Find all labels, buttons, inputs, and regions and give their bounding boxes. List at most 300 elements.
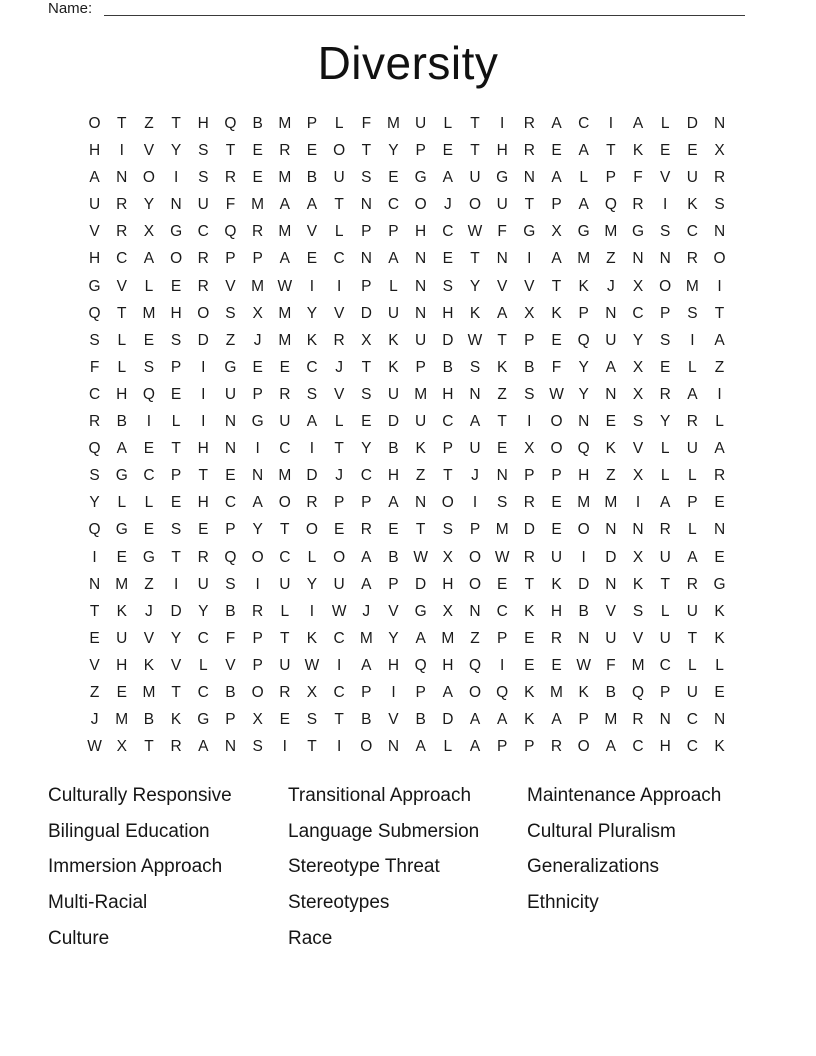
grid-letter: E — [714, 494, 725, 512]
grid-letter: W — [467, 223, 483, 241]
grid-letter: E — [551, 331, 562, 349]
grid-letter: P — [524, 331, 535, 349]
grid-letter: U — [279, 656, 291, 674]
grid-letter: L — [660, 602, 670, 620]
grid-letter: A — [605, 358, 617, 376]
grid-row — [81, 354, 733, 381]
grid-letter: E — [496, 575, 508, 593]
grid-letter: Q — [496, 683, 509, 701]
grid-letter: H — [197, 115, 209, 132]
grid-letter: H — [197, 494, 209, 512]
grid-letter: N — [659, 250, 671, 268]
grid-letter: A — [469, 413, 481, 431]
word-list-item: Race — [288, 927, 333, 949]
grid-letter: V — [605, 602, 617, 620]
grid-letter: I — [717, 385, 722, 403]
grid-letter: H — [442, 656, 454, 674]
grid-letter: I — [146, 413, 152, 431]
grid-letter: S — [89, 467, 100, 485]
grid-letter: P — [415, 358, 426, 376]
grid-letter: E — [279, 711, 290, 729]
grid-row — [81, 327, 733, 354]
grid-row — [81, 625, 733, 652]
grid-letter: P — [660, 683, 671, 701]
grid-letter: G — [170, 223, 183, 241]
grid-row — [81, 218, 733, 245]
grid-letter: M — [685, 277, 699, 295]
grid-letter: Q — [224, 115, 237, 132]
grid-letter: U — [686, 683, 698, 701]
grid-letter: Q — [224, 223, 237, 241]
grid-letter: A — [578, 142, 589, 160]
grid-letter: U — [550, 548, 563, 566]
grid-letter: X — [442, 548, 453, 566]
grid-letter: Y — [578, 385, 589, 403]
grid-letter: J — [335, 358, 343, 376]
grid-letter: R — [713, 467, 726, 485]
grid-letter: Z — [225, 331, 236, 349]
grid-letter: J — [606, 277, 615, 295]
grid-letter: P — [469, 521, 481, 539]
grid-letter: B — [415, 711, 426, 729]
grid-letter: U — [415, 115, 427, 132]
grid-letter: Y — [388, 629, 399, 647]
grid-letter: V — [388, 602, 399, 620]
grid-letter: A — [89, 169, 100, 187]
grid-letter: X — [714, 142, 725, 160]
grid-letter: R — [279, 683, 291, 701]
grid-letter: A — [469, 711, 481, 729]
grid-letter: Y — [198, 602, 209, 620]
grid-letter: O — [550, 440, 563, 458]
grid-letter: W — [277, 277, 293, 295]
grid-letter: S — [361, 169, 372, 187]
grid-letter: P — [660, 304, 671, 322]
grid-letter: T — [117, 115, 127, 132]
grid-letter: C — [333, 629, 345, 647]
grid-letter: Z — [714, 358, 725, 376]
grid-letter: C — [333, 250, 345, 268]
grid-letter: R — [116, 196, 128, 214]
grid-letter: C — [224, 494, 237, 512]
grid-letter: D — [360, 304, 372, 322]
grid-letter: V — [333, 385, 345, 403]
grid-letter: W — [331, 602, 347, 620]
grid-letter: E — [524, 656, 535, 674]
grid-letter: E — [143, 440, 155, 458]
grid-letter: A — [306, 196, 318, 214]
grid-letter: A — [605, 738, 617, 756]
grid-letter: G — [414, 169, 427, 187]
grid-letter: C — [333, 683, 345, 701]
grid-letter: H — [116, 656, 128, 674]
grid-letter: I — [309, 602, 315, 620]
grid-letter: T — [144, 738, 154, 756]
grid-letter: E — [225, 467, 236, 485]
grid-letter: L — [117, 331, 127, 349]
grid-letter: K — [469, 304, 481, 322]
grid-letter: R — [252, 223, 264, 241]
grid-letter: C — [387, 196, 400, 214]
grid-letter: U — [469, 169, 481, 187]
grid-letter: C — [279, 440, 291, 458]
grid-letter: K — [306, 629, 318, 647]
grid-letter: A — [469, 738, 481, 756]
grid-letter: E — [388, 521, 399, 539]
grid-letter: T — [171, 683, 181, 701]
grid-letter: I — [119, 142, 124, 160]
grid-letter: C — [88, 385, 101, 403]
grid-letter: Q — [468, 656, 482, 674]
word-list-item: Cultural Pluralism — [527, 820, 676, 842]
grid-letter: T — [171, 548, 181, 566]
grid-letter: O — [468, 548, 482, 566]
grid-letter: P — [415, 683, 426, 701]
grid-letter: U — [279, 413, 291, 431]
grid-letter: K — [714, 629, 725, 647]
grid-letter: Q — [577, 440, 590, 458]
grid-letter: U — [686, 602, 698, 620]
grid-letter: E — [170, 277, 182, 295]
grid-letter: L — [144, 494, 154, 512]
grid-letter: P — [361, 683, 372, 701]
grid-letter: E — [116, 683, 127, 701]
grid-letter: U — [333, 575, 345, 593]
grid-letter: X — [116, 738, 127, 756]
grid-letter: U — [659, 629, 671, 647]
grid-letter: E — [687, 142, 698, 160]
grid-letter: E — [714, 548, 725, 566]
grid-letter: L — [144, 277, 154, 295]
grid-letter: W — [304, 656, 320, 674]
grid-letter: P — [388, 575, 399, 593]
grid-letter: I — [201, 385, 206, 403]
grid-letter: V — [89, 656, 100, 674]
grid-letter: M — [604, 711, 618, 729]
grid-letter: E — [714, 683, 725, 701]
grid-letter: H — [550, 602, 563, 620]
grid-letter: N — [496, 250, 508, 268]
grid-letter: N — [578, 629, 590, 647]
grid-letter: M — [604, 223, 618, 241]
grid-letter: M — [441, 629, 455, 647]
grid-letter: A — [361, 548, 372, 566]
grid-letter: I — [336, 656, 342, 674]
grid-letter: O — [360, 738, 373, 756]
grid-letter: L — [334, 413, 344, 431]
grid-letter: U — [659, 548, 671, 566]
grid-letter: M — [115, 711, 129, 729]
grid-letter: N — [659, 711, 671, 729]
grid-letter: D — [523, 521, 535, 539]
grid-letter: N — [360, 196, 372, 214]
grid-letter: D — [197, 331, 209, 349]
grid-letter: N — [713, 521, 726, 539]
grid-letter: I — [92, 548, 97, 566]
grid-letter: V — [225, 656, 236, 674]
grid-letter: I — [255, 575, 260, 593]
grid-letter: X — [306, 683, 318, 701]
grid-letter: W — [494, 548, 510, 566]
grid-letter: T — [497, 413, 507, 431]
grid-letter: O — [441, 494, 454, 512]
grid-letter: B — [225, 683, 236, 701]
grid-letter: U — [686, 169, 698, 187]
grid-row — [81, 706, 733, 733]
grid-letter: X — [524, 440, 535, 458]
grid-letter: S — [198, 142, 209, 160]
grid-letter: S — [143, 358, 155, 376]
grid-letter: A — [306, 413, 318, 431]
grid-letter: G — [224, 358, 237, 376]
grid-letter: I — [690, 331, 695, 349]
grid-letter: P — [170, 358, 182, 376]
grid-letter: Y — [388, 142, 399, 160]
grid-letter: X — [632, 277, 644, 295]
grid-letter: K — [388, 358, 399, 376]
grid-letter: N — [713, 115, 726, 132]
grid-letter: A — [578, 196, 589, 214]
grid-letter: K — [632, 575, 644, 593]
grid-letter: R — [523, 548, 535, 566]
grid-letter: K — [143, 656, 155, 674]
grid-letter: A — [116, 440, 127, 458]
grid-letter: D — [306, 467, 318, 485]
grid-row — [81, 245, 733, 272]
grid-letter: L — [579, 169, 588, 187]
word-list-item: Language Submersion — [288, 820, 480, 842]
grid-letter: I — [336, 738, 342, 756]
grid-letter: B — [578, 602, 589, 620]
grid-letter: C — [442, 413, 454, 431]
grid-letter: A — [388, 494, 399, 512]
grid-letter: A — [143, 250, 155, 268]
grid-letter: P — [252, 656, 263, 674]
grid-letter: I — [581, 548, 586, 566]
grid-letter: K — [551, 575, 562, 593]
word-list-item: Maintenance Approach — [527, 785, 722, 806]
grid-letter: N — [360, 250, 372, 268]
grid-letter: E — [551, 656, 562, 674]
grid-letter: G — [251, 413, 264, 431]
grid-letter: R — [197, 548, 209, 566]
grid-letter: U — [415, 331, 427, 349]
grid-letter: Y — [89, 494, 100, 512]
grid-letter: L — [307, 548, 317, 566]
grid-letter: S — [496, 494, 508, 512]
grid-letter: M — [278, 115, 292, 132]
grid-letter: Q — [577, 331, 590, 349]
grid-letter: O — [468, 575, 482, 593]
grid-letter: I — [201, 413, 206, 431]
grid-letter: B — [252, 115, 263, 132]
grid-letter: Y — [252, 521, 263, 539]
grid-letter: K — [116, 602, 127, 620]
grid-letter: T — [334, 196, 344, 214]
grid-letter: U — [387, 304, 400, 322]
grid-row — [81, 164, 733, 191]
grid-letter: U — [333, 169, 345, 187]
grid-letter: K — [714, 602, 725, 620]
grid-letter: L — [688, 656, 697, 674]
grid-letter: Z — [606, 467, 616, 485]
grid-letter: S — [306, 385, 318, 403]
grid-letter: S — [361, 385, 372, 403]
grid-letter: A — [660, 494, 671, 512]
grid-letter: N — [469, 602, 481, 620]
grid-letter: R — [306, 494, 318, 512]
grid-letter: J — [145, 602, 153, 620]
grid-letter: L — [117, 358, 127, 376]
grid-letter: G — [142, 548, 155, 566]
grid-letter: N — [605, 521, 617, 539]
grid-letter: S — [524, 385, 535, 403]
grid-letter: R — [279, 142, 291, 160]
grid-letter: L — [117, 494, 127, 512]
grid-letter: U — [197, 196, 209, 214]
grid-letter: U — [197, 575, 209, 593]
grid-row — [81, 435, 733, 462]
grid-letter: E — [361, 413, 372, 431]
grid-letter: I — [173, 169, 179, 187]
grid-letter: T — [470, 250, 480, 268]
grid-letter: Z — [144, 575, 154, 593]
grid-letter: X — [632, 358, 644, 376]
grid-letter: V — [170, 656, 182, 674]
grid-letter: K — [578, 277, 589, 295]
grid-letter: T — [334, 440, 344, 458]
grid-letter: T — [171, 440, 181, 458]
word-list-item: Ethnicity — [527, 892, 599, 914]
grid-letter: B — [524, 358, 535, 376]
grid-letter: W — [87, 738, 102, 756]
grid-letter: T — [551, 277, 562, 295]
word-list-item: Generalizations — [527, 856, 660, 878]
grid-letter: N — [632, 521, 644, 539]
grid-letter: C — [578, 115, 590, 132]
grid-letter: V — [632, 440, 644, 458]
grid-letter: L — [443, 115, 453, 132]
grid-letter: R — [360, 521, 372, 539]
grid-letter: L — [334, 223, 344, 241]
grid-letter: P — [225, 521, 236, 539]
grid-letter: U — [415, 413, 427, 431]
grid-letter: X — [252, 711, 263, 729]
grid-letter: A — [279, 250, 290, 268]
word-list-item: Culturally Responsive — [48, 785, 232, 806]
grid-letter: O — [278, 494, 291, 512]
grid-letter: P — [687, 494, 698, 512]
grid-letter: U — [605, 331, 617, 349]
grid-letter: C — [360, 467, 372, 485]
grid-letter: P — [252, 385, 263, 403]
grid-letter: R — [224, 169, 237, 187]
grid-letter: I — [391, 683, 396, 701]
grid-letter: K — [551, 304, 562, 322]
grid-letter: Y — [306, 575, 318, 593]
grid-letter: U — [224, 385, 237, 403]
grid-letter: I — [309, 440, 315, 458]
grid-letter: N — [523, 169, 535, 187]
grid-letter: O — [468, 683, 482, 701]
grid-letter: T — [443, 467, 453, 485]
grid-letter: U — [469, 440, 481, 458]
grid-letter: B — [306, 169, 318, 187]
grid-letter: R — [686, 575, 698, 593]
grid-letter: M — [142, 304, 156, 322]
grid-letter: A — [361, 575, 372, 593]
grid-letter: P — [388, 223, 399, 241]
grid-letter: D — [387, 413, 400, 431]
grid-letter: D — [442, 711, 454, 729]
grid-letter: C — [686, 223, 698, 241]
grid-letter: F — [361, 115, 372, 132]
grid-letter: N — [469, 385, 481, 403]
grid-letter: Z — [89, 683, 100, 701]
grid-letter: F — [225, 629, 236, 647]
grid-letter: Y — [660, 413, 671, 431]
grid-letter: L — [660, 440, 670, 458]
grid-letter: M — [278, 304, 292, 322]
grid-letter: R — [550, 629, 563, 647]
grid-letter: S — [687, 304, 698, 322]
grid-letter: Y — [632, 331, 644, 349]
grid-letter: H — [170, 304, 182, 322]
grid-letter: K — [632, 142, 644, 160]
grid-letter: G — [414, 602, 427, 620]
grid-letter: I — [527, 250, 532, 268]
grid-letter: J — [253, 331, 262, 349]
grid-letter: K — [496, 358, 508, 376]
grid-letter: F — [606, 656, 616, 674]
grid-letter: P — [605, 169, 617, 187]
grid-letter: C — [116, 250, 128, 268]
grid-letter: O — [550, 413, 563, 431]
grid-letter: S — [89, 331, 100, 349]
grid-letter: E — [198, 521, 209, 539]
grid-letter: B — [361, 711, 372, 729]
grid-letter: I — [717, 277, 722, 295]
grid-letter: C — [496, 602, 508, 620]
grid-letter: F — [225, 196, 236, 214]
grid-letter: E — [306, 250, 318, 268]
grid-letter: K — [170, 711, 182, 729]
grid-letter: R — [333, 331, 345, 349]
grid-letter: T — [714, 304, 725, 322]
grid-row — [81, 381, 733, 408]
grid-letter: I — [663, 196, 668, 214]
grid-letter: B — [116, 413, 127, 431]
grid-letter: M — [577, 250, 591, 268]
grid-letter: N — [605, 575, 617, 593]
grid-letter: Z — [415, 467, 426, 485]
word-list-item: Stereotypes — [288, 892, 390, 914]
grid-letter: R — [713, 169, 726, 187]
grid-letter: I — [527, 413, 532, 431]
grid-letter: C — [659, 656, 671, 674]
grid-letter: C — [197, 683, 209, 701]
grid-letter: H — [496, 142, 508, 160]
grid-letter: A — [551, 169, 562, 187]
grid-letter: X — [442, 602, 453, 620]
grid-letter: Y — [306, 304, 318, 322]
grid-letter: S — [442, 521, 453, 539]
grid-letter: M — [550, 683, 563, 701]
grid-letter: Q — [88, 440, 101, 458]
grid-letter: X — [632, 467, 644, 485]
grid-letter: P — [578, 304, 589, 322]
grid-letter: V — [388, 711, 399, 729]
